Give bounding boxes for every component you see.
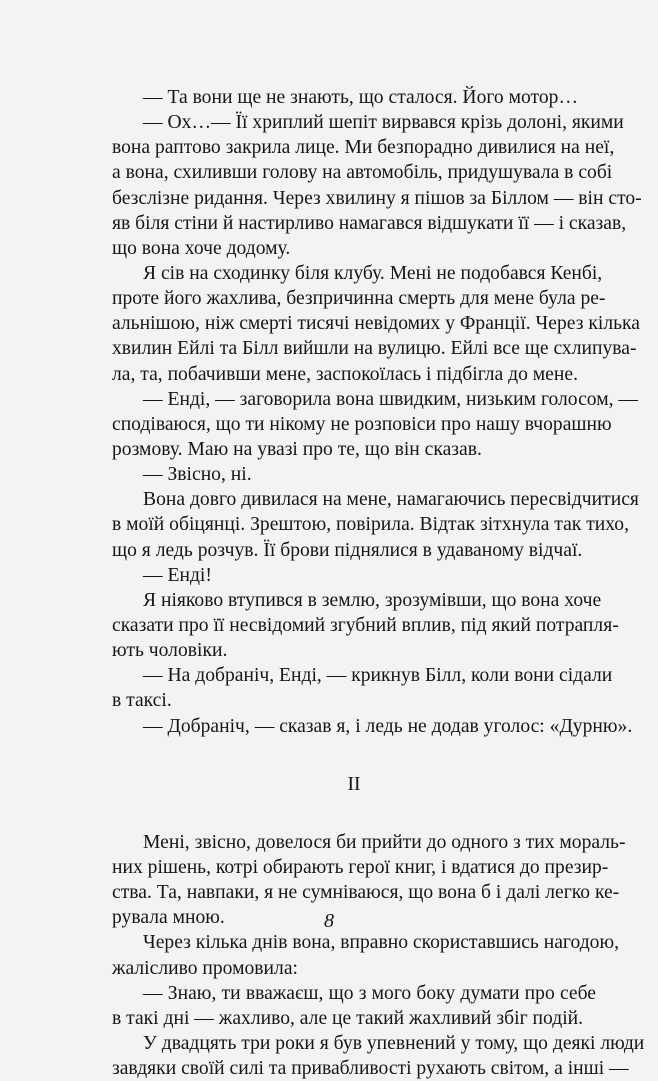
text-line: рувала мною.: [112, 907, 225, 929]
text-line: жалісливо промовила:: [112, 957, 298, 979]
text-line: завдяки своїй силі та привабливості рухають світом, а інші —: [112, 1058, 629, 1080]
page-number: 8: [324, 910, 334, 932]
text-line: сподіваюся, що ти нікому не розповіси про нашу вчорашню: [112, 413, 612, 435]
text-line: ства. Та, навпаки, я не сумніваюся, що вона б і далі легко ке-: [112, 882, 620, 904]
text-line: яв біля стіни й настирливо намагався відшукати її — і сказав,: [112, 212, 627, 234]
text-line: — Та вони ще не знають, що сталося. Його мотор…: [143, 87, 579, 108]
text-line: У двадцять три роки я був упевнений у тому, що деякі люди: [143, 1032, 645, 1054]
text-line: в такі дні — жахливо, але це такий жахливий збіг подій.: [112, 1007, 584, 1029]
section-two: [112, 830, 645, 1081]
text-line: сказати про її несвідомий згубний вплив, під який потрапля-: [112, 614, 619, 636]
text-line: Мені, звісно, довелося би прийти до одного з тих мораль-: [143, 831, 626, 853]
text-line: в моїй обіцянці. Зрештою, повірила. Відтак зітхнула так тихо,: [112, 514, 630, 536]
text-line: — Знаю, ти вважаєш, що з мого боку думати про себе: [143, 982, 596, 1004]
text-line: — Енді!: [143, 564, 212, 586]
text-line: а вона, схиливши голову на автомобіль, придушувала в собі: [112, 162, 613, 184]
text-line: Через кілька днів вона, вправно скориставшись нагодою,: [143, 932, 620, 954]
text-line: — Звісно, ні.: [143, 464, 252, 486]
text-line: — Добраніч, — сказав я, і ледь не додав уголос: «Дурню».: [143, 715, 633, 737]
text-line: ла, та, побачивши мене, заспокоїлась і підбігла до мене.: [112, 363, 578, 385]
text-line: проте його жахлива, безпричинна смерть для мене була ре-: [112, 288, 606, 310]
text-line: вона раптово закрила лице. Ми безпорадно дивилися на неї,: [112, 137, 615, 159]
text-line: безслізне ридання. Через хвилину я пішов за Біллом — він сто-: [112, 187, 642, 209]
text-line: хвилин Ейлі та Білл вийшли на вулицю. Ейлі все ще схлипува-: [112, 338, 637, 360]
section-one: [112, 85, 642, 739]
text-line: розмову. Маю на увазі про те, що він сказав.: [112, 438, 482, 460]
text-line: в таксі.: [112, 690, 172, 712]
text-line: — Ох…— Її хриплий шепіт вирвався крізь долоні, якими: [143, 112, 624, 134]
text-line: них рішень, котрі обирають герої книг, і вдатися до презир-: [112, 856, 609, 878]
text-line: Вона довго дивилася на мене, намагаючись пересвідчитися: [143, 489, 639, 511]
text-line: альнішою, ніж смерті тисячі невідомих у Франції. Через кілька: [112, 313, 640, 335]
text-line: що вона хоче додому.: [112, 237, 291, 259]
text-line: ють чоловіки.: [112, 640, 228, 662]
text-line: що я ледь розчув. Її брови піднялися в удаваному відчаї.: [112, 539, 583, 561]
text-line: Я ніяково втупився в землю, зрозумівши, що вона хоче: [143, 589, 602, 611]
chapter-heading: II: [347, 773, 361, 795]
text-line: — Енді, — заговорила вона швидким, низьким голосом, —: [143, 388, 639, 410]
text-line: Я сів на сходинку біля клубу. Мені не подобався Кенбі,: [143, 262, 603, 284]
text-line: — На добраніч, Енді, — крикнув Білл, коли вони сідали: [143, 665, 613, 687]
